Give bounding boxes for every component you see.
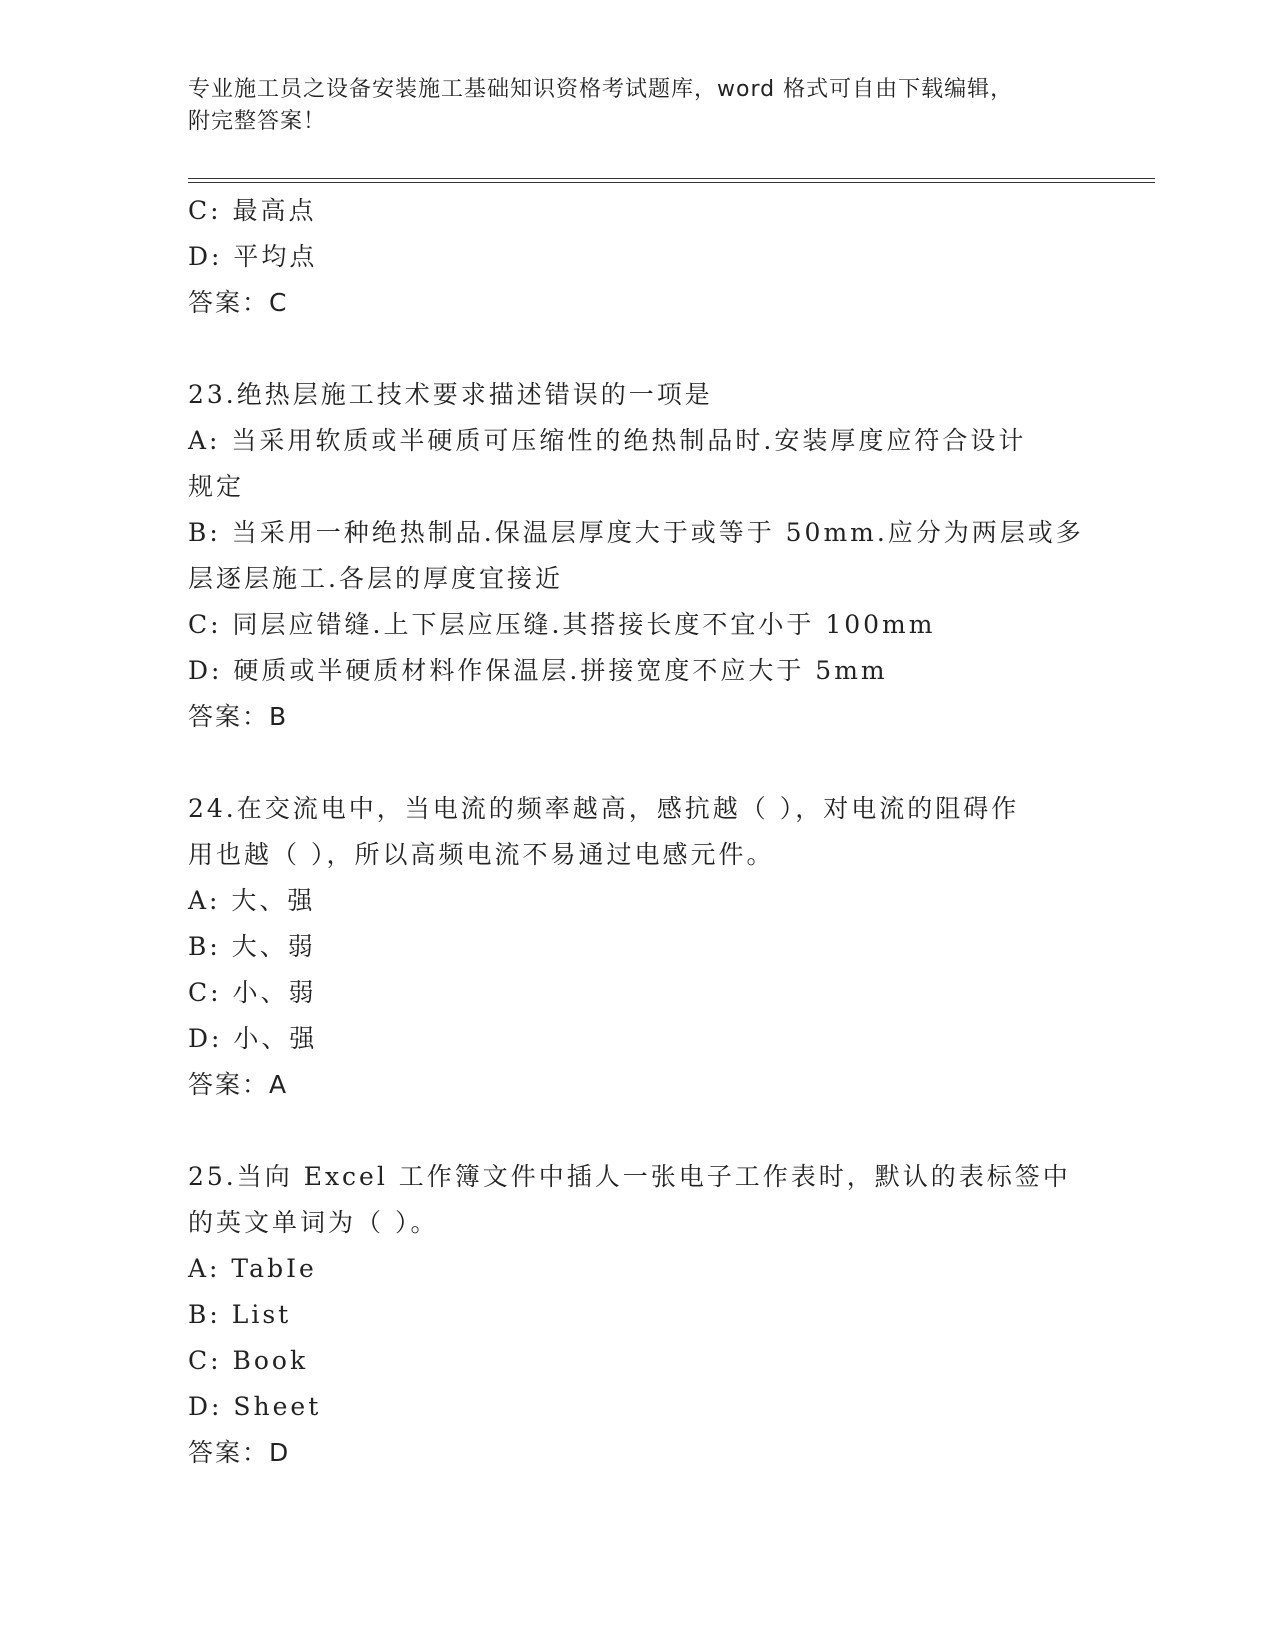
- question-text-continued: 的英文单词为（ ）。: [188, 1208, 439, 1237]
- answer-label: 答案：C: [188, 288, 289, 317]
- spacer: [188, 326, 1088, 372]
- option-b: B: 大、弱: [188, 932, 316, 961]
- question-23: [188, 372, 1088, 740]
- question-25: [188, 1154, 1088, 1476]
- question-text: 25.当向 Excel 工作簿文件中插人一张电子工作表时，默认的表标签中: [188, 1162, 1071, 1191]
- option-a: A: 大、强: [188, 886, 316, 915]
- question-text-continued: 用也越（ ），所以高频电流不易通过电感元件。: [188, 840, 775, 869]
- option-c: C: 小、弱: [188, 978, 317, 1007]
- option-c: C: 同层应错缝.上下层应压缝.其搭接长度不宜小于 100mm: [188, 610, 936, 639]
- spacer: [188, 1108, 1088, 1154]
- option-c: C: 最高点: [188, 196, 317, 225]
- option-b: B: 当采用一种绝热制品.保温层厚度大于或等于 50mm.应分为两层或多: [188, 518, 1084, 547]
- option-c: C: Book: [188, 1346, 309, 1375]
- option-d: D: Sheet: [188, 1392, 322, 1421]
- option-d: D: 平均点: [188, 242, 318, 271]
- question-list: [188, 188, 1088, 1476]
- header-line-2: 附完整答案！: [188, 109, 327, 134]
- option-b: B: List: [188, 1300, 292, 1329]
- option-b-continued: 层逐层施工.各层的厚度宜接近: [188, 564, 563, 593]
- option-d: D: 硬质或半硬质材料作保温层.拼接宽度不应大于 5mm: [188, 656, 888, 685]
- question-24: [188, 786, 1088, 1108]
- option-a-continued: 规定: [188, 472, 245, 501]
- header-line-1: 专业施工员之设备安装施工基础知识资格考试题库，word 格式可自由下载编辑，: [188, 77, 1014, 102]
- question-22: [188, 188, 1088, 326]
- answer-label: 答案：B: [188, 702, 289, 731]
- header-divider: [188, 178, 1155, 183]
- spacer: [188, 740, 1088, 786]
- option-a: A: TabIe: [188, 1254, 317, 1283]
- option-d: D: 小、强: [188, 1024, 318, 1053]
- answer-label: 答案：D: [188, 1438, 291, 1467]
- option-a: A: 当采用软质或半硬质可压缩性的绝热制品时.安装厚度应符合设计: [188, 426, 1027, 455]
- document-header: [188, 74, 1068, 138]
- answer-label: 答案：A: [188, 1070, 289, 1099]
- question-text: 24.在交流电中，当电流的频率越高，感抗越（ ），对电流的阻碍作: [188, 794, 1020, 823]
- question-text: 23.绝热层施工技术要求描述错误的一项是: [188, 380, 713, 409]
